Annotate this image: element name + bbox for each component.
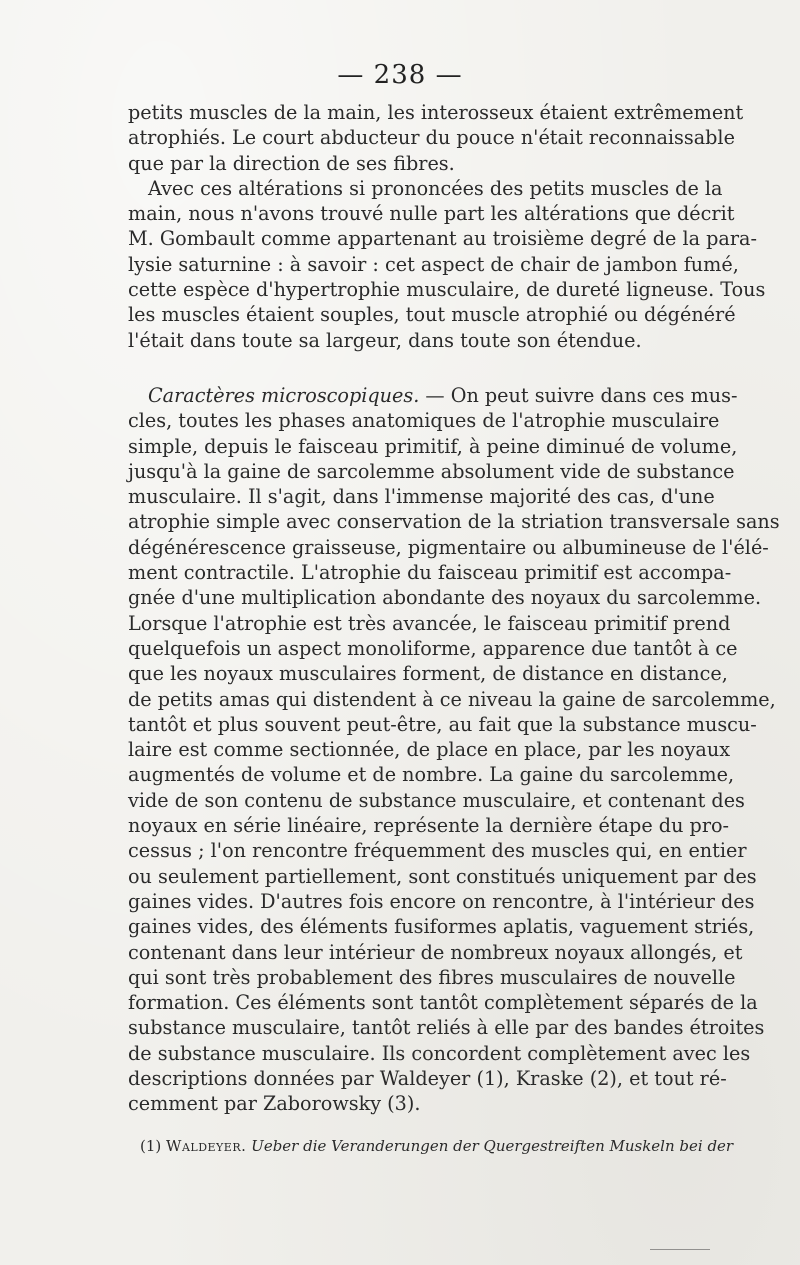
text-line: qui sont très probablement des fibres musculaires de nouvelle bbox=[128, 965, 736, 989]
text-line: les muscles étaient souples, tout muscle atrophié ou dégénéré bbox=[128, 303, 736, 327]
text-line: de substance musculaire. Ils concordent complètement avec les bbox=[128, 1041, 751, 1065]
scan-mark bbox=[650, 1249, 710, 1250]
footnote bbox=[140, 1136, 734, 1156]
text-line: augmentés de volume et de nombre. La gaine du sarcolemme, bbox=[128, 763, 735, 787]
text-line: tantôt et plus souvent peut-être, au fait que la substance muscu- bbox=[128, 712, 757, 736]
page-number: — 238 — bbox=[337, 60, 463, 90]
text-line: laire est comme sectionnée, de place en place, par les noyaux bbox=[128, 738, 731, 762]
text-line: contenant dans leur intérieur de nombreux noyaux allongés, et bbox=[128, 940, 743, 964]
text-line: quelquefois un aspect monoliforme, apparence due tantôt à ce bbox=[128, 636, 738, 660]
text-line: descriptions données par Waldeyer (1), Kraske (2), et tout ré- bbox=[128, 1066, 727, 1090]
text-line: gaines vides. D'autres fois encore on rencontre, à l'intérieur des bbox=[128, 889, 755, 913]
text-line: M. Gombault comme appartenant au troisième degré de la para- bbox=[128, 227, 757, 251]
text-line: atrophie simple avec conservation de la striation transversale sans bbox=[128, 510, 780, 534]
paragraph-gap bbox=[128, 353, 710, 383]
text-line: Lorsque l'atrophie est très avancée, le faisceau primitif prend bbox=[128, 611, 731, 635]
section-first-line bbox=[128, 383, 738, 408]
section-heading: Caractères microscopiques. bbox=[148, 383, 420, 407]
text-line: jusqu'à la gaine de sarcolemme absolument vide de substance bbox=[128, 459, 735, 483]
footnote-marker: (1) bbox=[140, 1137, 162, 1155]
text-line: Avec ces altérations si prononcées des petits muscles de la bbox=[148, 176, 723, 200]
text-line: cemment par Zaborowsky (3). bbox=[128, 1092, 421, 1116]
text-line: petits muscles de la main, les interosseux étaient extrêmement bbox=[128, 101, 744, 124]
text-line: l'était dans toute sa largeur, dans toute son étendue. bbox=[128, 328, 642, 352]
text-line: atrophiés. Le court abducteur du pouce n'était reconnaissable bbox=[128, 126, 735, 150]
text-line: dégénérescence graisseuse, pigmentaire ou albumineuse de l'élé- bbox=[128, 535, 769, 559]
text-line: cles, toutes les phases anatomiques de l'atrophie musculaire bbox=[128, 409, 720, 433]
body-text bbox=[128, 100, 780, 1117]
footnote-author: Waldeyer. bbox=[166, 1137, 247, 1155]
text-line: substance musculaire, tantôt reliés à elle par des bandes étroites bbox=[128, 1016, 765, 1040]
text-line: musculaire. Il s'agit, dans l'immense majorité des cas, d'une bbox=[128, 485, 715, 509]
text-line: formation. Ces éléments sont tantôt complètement séparés de la bbox=[128, 991, 758, 1015]
text-line: ment contractile. L'atrophie du faisceau primitif est accompa- bbox=[128, 561, 732, 585]
text-line: de petits amas qui distendent à ce niveau la gaine de sarcolemme, bbox=[128, 687, 776, 711]
text-line: gaines vides, des éléments fusiformes aplatis, vaguement striés, bbox=[128, 915, 755, 939]
section-line-lead: — On peut suivre dans ces mus- bbox=[419, 383, 738, 407]
text-line: vide de son contenu de substance musculaire, et contenant des bbox=[128, 788, 745, 812]
text-line: gnée d'une multiplication abondante des noyaux du sarcolemme. bbox=[128, 586, 762, 610]
text-line: cessus ; l'on rencontre fréquemment des muscles qui, en entier bbox=[128, 839, 747, 863]
text-line: main, nous n'avons trouvé nulle part les altérations que décrit bbox=[128, 202, 735, 226]
text-line: simple, depuis le faisceau primitif, à peine diminué de volume, bbox=[128, 434, 738, 458]
text-line: lysie saturnine : à savoir : cet aspect de chair de jambon fumé, bbox=[128, 252, 739, 276]
text-line: cette espèce d'hypertrophie musculaire, de dureté ligneuse. Tous bbox=[128, 278, 766, 302]
footnote-title: Ueber die Veranderungen der Quergestreiften Muskeln bei der bbox=[251, 1137, 734, 1155]
text-line: que les noyaux musculaires forment, de distance en distance, bbox=[128, 662, 728, 686]
text-line: que par la direction de ses fibres. bbox=[128, 151, 455, 175]
text-line: noyaux en série linéaire, représente la dernière étape du pro- bbox=[128, 814, 730, 838]
text-line: ou seulement partiellement, sont constitués uniquement par des bbox=[128, 864, 757, 888]
